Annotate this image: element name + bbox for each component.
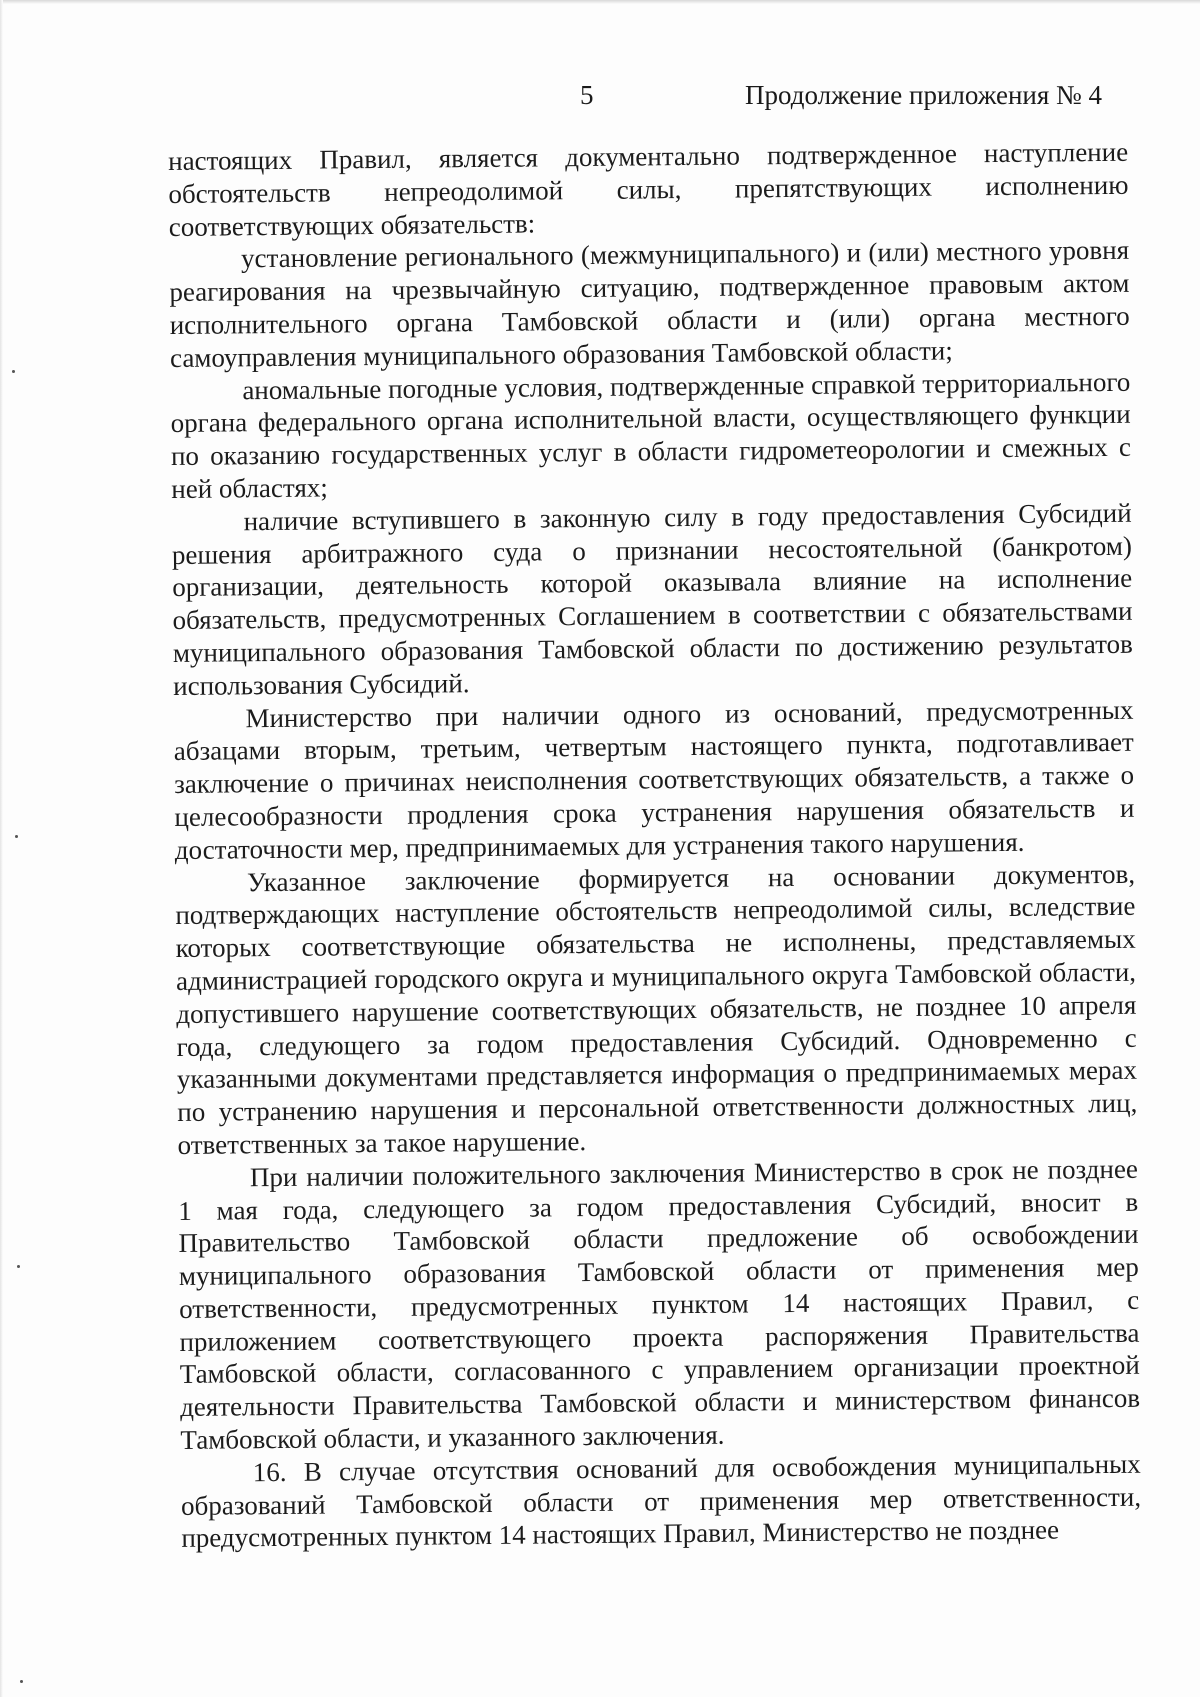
scan-left-edge — [0, 0, 3, 1697]
paragraph: установление регионального (межмуниципального) и (или) местного уровня реагирования на чрезвычайную ситуацию, подтвержденное правовым актом исполнительного органа Тамбовской области и (или) органа местного самоуправления муниципального образования Тамбовской области; — [169, 235, 1130, 373]
paragraph: Министерство при наличии одного из оснований, предусмотренных абзацами вторым, третьим, четвертым настоящего пункта, подготавливает заключение о причинах неисполнения соответствующих обязательств, а также о целесообразности продления срока устранения нарушения обязательств и достаточности мер, предпринимаемых для устранения такого нарушения. — [173, 694, 1135, 865]
paragraph: 16. В случае отсутствия оснований для освобождения муниципальных образований Тамбовской области от применения мер ответственности, предусмотренных пунктом 14 настоящих Правил, Министерство не позднее — [180, 1448, 1142, 1554]
paragraph: При наличии положительного заключения Министерство в срок не позднее 1 мая года, следующего за годом предоставления Субсидий, вносит в Правительство Тамбовской области предложение об освобождении муниципального образования Тамбовской области от применения мер ответственности, предусмотренных пунктом 14 настоящих Правил, с приложением соответствующего проекта распоряжения Правительства Тамбовской области, согласованного с управлением организации проектной деятельности Правительства Тамбовской области и министерством финансов Тамбовской области, и указанного заключения. — [178, 1153, 1141, 1456]
scan-top-edge — [0, 0, 1200, 4]
appendix-continuation-label: Продолжение приложения № 4 — [745, 80, 1103, 110]
paragraph: Указанное заключение формируется на основании документов, подтверждающих наступление обстоятельств непреодолимой силы, вследствие которых соответствующие обязательства не исполнены, представляемых администрацией городского округа и муниципального округа Тамбовской области, допустившего нарушение соответствующих обязательств, не позднее 10 апреля года, следующего за годом предоставления Субсидий. Одновременно с указанными документами представляется информация о предпринимаемых мерах по устранению нарушения и персональной ответственности должностных лиц, ответственных за такое нарушение. — [175, 858, 1138, 1160]
scan-speck — [20, 1680, 23, 1683]
scan-speck — [12, 370, 15, 373]
scan-speck — [15, 835, 18, 838]
scan-speck — [17, 1265, 20, 1268]
page-number: 5 — [580, 80, 594, 110]
page-header — [0, 80, 1200, 120]
paragraph: настоящих Правил, является документально подтвержденное наступление обстоятельств непреодолимой силы, препятствующих исполнению соответствующих обязательств: — [168, 136, 1129, 242]
paragraph: наличие вступившего в законную силу в году предоставления Субсидий решения арбитражного суда о признании несостоятельной (банкротом) организации, деятельность которой оказывала влияние на исполнение обязательств, предусмотренных Соглашением в соответствии с обязательствами муниципального образования Тамбовской области по достижению результатов использования Субсидий. — [171, 497, 1133, 701]
document-body — [168, 136, 1141, 1555]
paragraph: аномальные погодные условия, подтвержденные справкой территориального органа федерального органа исполнительной власти, осуществляющего функции по оказанию государственных услуг в области гидрометеорологии и смежных с ней областях; — [170, 366, 1132, 504]
